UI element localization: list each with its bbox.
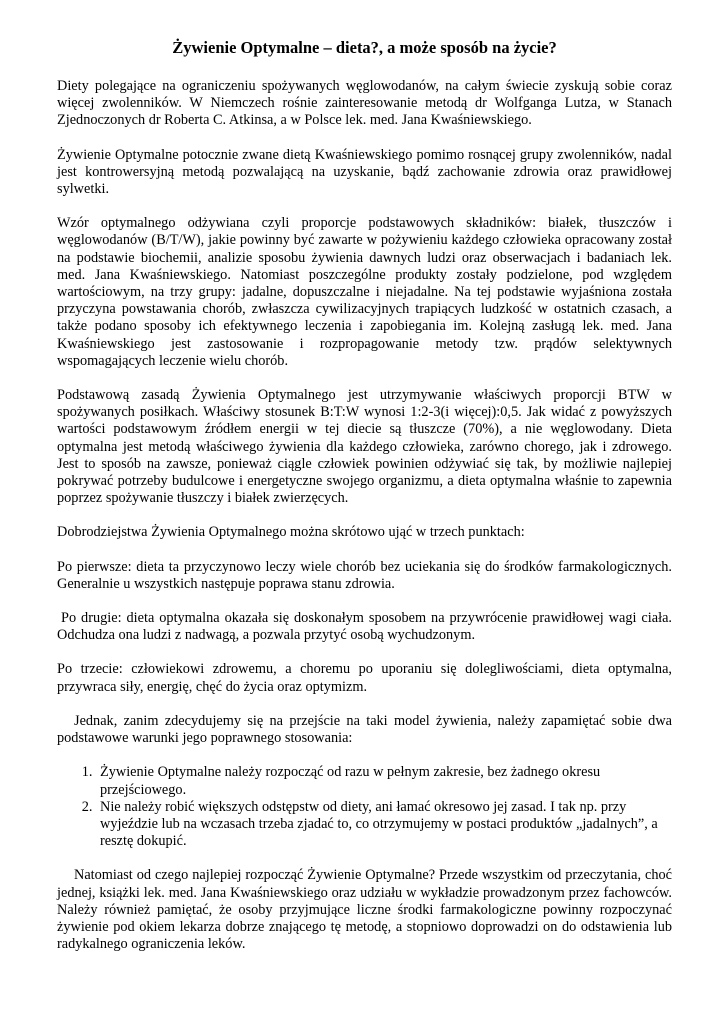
- list-item: 2. Nie należy robić większych odstępstw od diety, ani łamać okresowo jej zasad. I tak np. przy wyjeździe lub na wczasach trzeba zjadać to, co otrzymujemy w postaci produktów „jadalnych”, a resztę dokupić.: [96, 799, 662, 851]
- paragraph-formula: Wzór optymalnego odżywiana czyli proporcje podstawowych składników: białek, tłuszczów i węglowodanów (B/T/W), jakie powinny być zawarte w pożywieniu każdego człowieka opracowany został na podstawie biochemii, analizie sposobu żywienia dawnych ludzi oraz obserwacjach i badaniach lek. med. Jana Kwaśniewskiego. Natomiast poszczególne produkty zostały podzielone, pod względem wartościowym, na trzy grupy: jadalne, dopuszczalne i niejadalne. Na tej podstawie wyjaśniona została przyczyna powstawania chorób, zwłaszcza cywilizacyjnych trapiących ludzkość w ostatnich czasach, a także podano sposoby ich efektywnego leczenia i zapobiegania im. Kolejną zasługą lek. med. Jana Kwaśniewskiego jest zastosowanie i rozpropagowanie metody tzw. prądów selektywnych wspomagających leczenie wielu chorób.: [57, 215, 672, 369]
- paragraph-conditions-intro: Jednak, zanim zdecydujemy się na przejście na taki model żywienia, należy zapamiętać sobie dwa podstawowe warunki jego poprawnego stosowania:: [57, 712, 672, 747]
- paragraph-benefit-second: Po drugie: dieta optymalna okazała się doskonałym sposobem na przywrócenie prawidłowej wagi ciała. Odchudza ona ludzi z nadwagą, a pozwala przytyć osobą wychudzonym.: [57, 610, 672, 644]
- paragraph-intro: Diety polegające na ograniczeniu spożywanych węglowodanów, na całym świecie zyskują sobie coraz więcej zwolenników. W Niemczech rośnie zainteresowanie metodą dr Wolfganga Lutza, w Stanach Zjednoczonych dr Roberta C. Atkinsa, a w Polsce lek. med. Jana Kwaśniewskiego.: [57, 78, 672, 129]
- list-item: 1. Żywienie Optymalne należy rozpocząć od razu w pełnym zakresie, bez żadnego okresu przejściowego.: [96, 764, 662, 798]
- paragraph-definition: Żywienie Optymalne potocznie zwane dietą Kwaśniewskiego pomimo rosnącej grupy zwolenników, nadal jest kontrowersyjną metodą pozwalającą na uzyskanie, bądź zachowanie zdrowia oraz prawidłowej sylwetki.: [57, 146, 672, 198]
- paragraph-closing: Natomiast od czego najlepiej rozpocząć Żywienie Optymalne? Przede wszystkim od przeczytania, choć jednej, książki lek. med. Jana Kwaśniewskiego oraz udziału w wykładzie prowadzonym przez fachowców. Należy również pamiętać, że osoby przyjmujące liczne środki farmakologiczne powinny rozpoczynać żywienie pod okiem lekarza dobrze znającego tę metodę, a stopniowo doprowadzi on do odstawienia lub radykalnego ograniczenia leków.: [57, 867, 672, 953]
- conditions-list: [57, 764, 672, 850]
- document-page: [57, 38, 672, 970]
- paragraph-benefit-third: Po trzecie: człowiekowi zdrowemu, a choremu po uporaniu się dolegliwościami, dieta optymalna, przywraca siły, energię, chęć do życia oraz optymizm.: [57, 661, 672, 695]
- paragraph-benefits-intro: Dobrodziejstwa Żywienia Optymalnego można skrótowo ująć w trzech punktach:: [57, 524, 525, 541]
- paragraph-principle: Podstawową zasadą Żywienia Optymalnego jest utrzymywanie właściwych proporcji BTW w spożywanych posiłkach. Właściwy stosunek B:T:W wynosi 1:2-3(i więcej):0,5. Jak widać z powyższych wartości podstawowym źródłem energii w tej diecie są tłuszcze (70%), a nie węglowodany. Dieta optymalna jest metodą właściwego żywienia dla każdego człowieka, zarówno chorego, jak i zdrowego. Jest to sposób na zawsze, ponieważ ciągle człowiek powinien odżywiać się tak, by możliwie najlepiej pokrywać potrzeby budulcowe i energetyczne swojego organizmu, a dieta optymalna właśnie to zapewnia poprzez spożywanie tłuszczy i białek zwierzęcych.: [57, 387, 672, 507]
- paragraph-benefit-first: Po pierwsze: dieta ta przyczynowo leczy wiele chorób bez uciekania się do środków farmakologicznych. Generalnie u wszystkich następuje poprawa stanu zdrowia.: [57, 558, 672, 592]
- document-title: Żywienie Optymalne – dieta?, a może sposób na życie?: [172, 38, 557, 57]
